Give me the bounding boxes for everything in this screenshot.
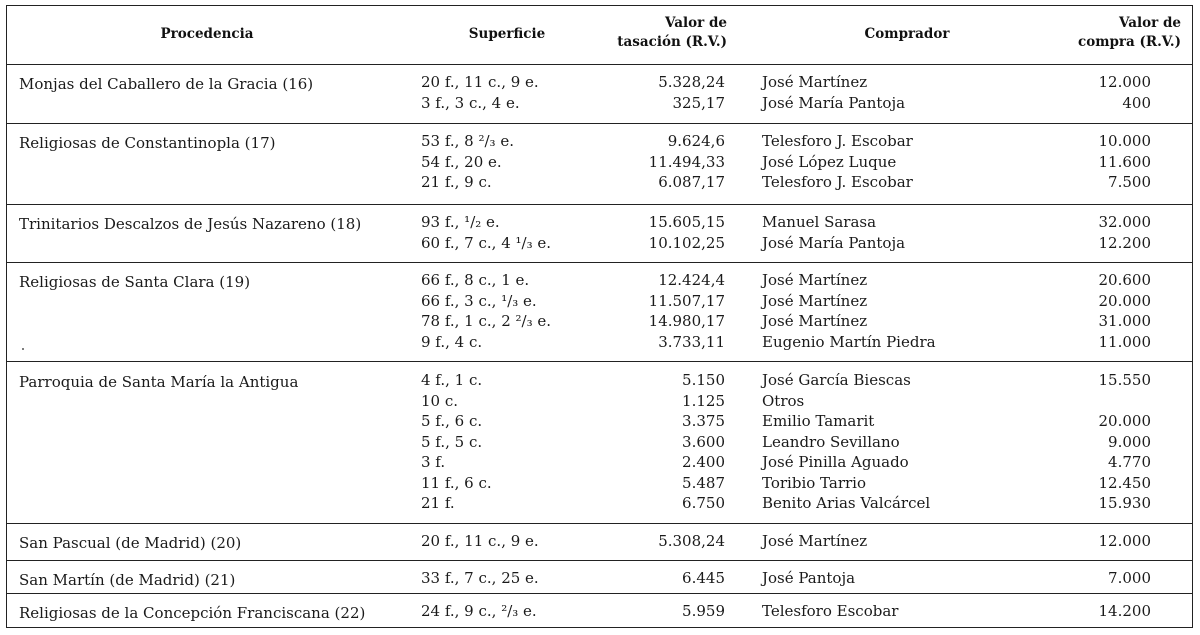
tasacion-cell: 15.605,15 (648, 213, 725, 231)
compra-cell: 10.000 (1098, 132, 1151, 150)
group-divider (7, 593, 1192, 594)
table-row (7, 391, 1192, 412)
comprador-cell: José Martínez (762, 271, 868, 289)
superficie-cell: 9 f., 4 c. (421, 332, 483, 351)
group-divider (7, 262, 1192, 263)
superficie-cell: 20 f., 11 c., 9 e. (421, 532, 539, 550)
tasacion-cell: 3.600 (682, 432, 725, 451)
compra-cell: 11.600 (1098, 152, 1151, 171)
tasacion-cell: 325,17 (672, 93, 725, 112)
group-divider (7, 123, 1192, 124)
print-speck (22, 348, 24, 350)
table-row (7, 152, 1192, 173)
compra-cell: 12.450 (1098, 473, 1151, 492)
header-divider (7, 64, 1192, 65)
procedencia-cell: Religiosas de la Concepción Franciscana (22) (19, 604, 366, 622)
header-superficie: Superficie (468, 26, 546, 42)
superficie-cell: 24 f., 9 c., ²/₃ e. (421, 602, 537, 620)
compra-cell: 31.000 (1098, 312, 1151, 330)
tasacion-cell: 9.624,6 (667, 132, 725, 150)
compra-cell: 7.500 (1108, 173, 1151, 191)
procedencia-cell: Parroquia de Santa María la Antigua (19, 373, 299, 391)
tasacion-cell: 6.750 (682, 494, 725, 512)
procedencia-cell: San Martín (de Madrid) (21) (19, 571, 236, 589)
superficie-cell: 20 f., 11 c., 9 e. (421, 73, 539, 91)
superficie-cell: 60 f., 7 c., 4 ¹/₃ e. (421, 233, 551, 252)
table-row (7, 233, 1192, 254)
comprador-cell: José García Biescas (762, 371, 911, 389)
tasacion-cell: 5.150 (682, 371, 725, 389)
superficie-cell: 54 f., 20 e. (421, 152, 502, 171)
comprador-cell: Telesforo J. Escobar (762, 173, 913, 191)
table-row (7, 493, 1192, 514)
tasacion-cell: 3.733,11 (658, 332, 725, 351)
tasacion-cell: 1.125 (682, 391, 725, 410)
tasacion-cell: 11.494,33 (648, 152, 725, 171)
table-row (7, 370, 1192, 391)
header-valor-tasacion (567, 14, 727, 52)
comprador-cell: José Pantoja (762, 569, 856, 587)
superficie-cell: 5 f., 6 c. (421, 412, 483, 430)
table-row (7, 270, 1192, 291)
procedencia-cell: Trinitarios Descalzos de Jesús Nazareno (18) (19, 215, 362, 233)
tasacion-cell: 14.980,17 (648, 312, 725, 330)
table-row (7, 568, 1192, 589)
compra-cell: 15.550 (1098, 371, 1151, 389)
compra-cell: 20.000 (1098, 412, 1151, 430)
comprador-cell: Benito Arias Valcárcel (762, 494, 931, 512)
comprador-cell: José Martínez (762, 291, 868, 310)
tasacion-cell: 5.959 (682, 602, 725, 620)
table-row (7, 411, 1192, 432)
superficie-cell: 11 f., 6 c. (421, 473, 492, 492)
table-row (7, 291, 1192, 312)
procedencia-cell: Religiosas de Constantinopla (17) (19, 134, 276, 152)
group-divider (7, 204, 1192, 205)
comprador-cell: Toribio Tarrio (762, 473, 866, 492)
group-divider (7, 523, 1192, 524)
comprador-cell: José María Pantoja (762, 93, 906, 112)
table-row (7, 531, 1192, 552)
compra-cell: 7.000 (1108, 569, 1151, 587)
table-row (7, 332, 1192, 353)
tasacion-cell: 5.328,24 (658, 73, 725, 91)
compra-cell: 12.000 (1098, 532, 1151, 550)
superficie-cell: 66 f., 8 c., 1 e. (421, 271, 530, 289)
superficie-cell: 53 f., 8 ²/₃ e. (421, 132, 514, 150)
sales-table (6, 5, 1193, 628)
comprador-cell: Telesforo Escobar (762, 602, 899, 620)
header-valor-tasacion-line1: Valor de (665, 15, 727, 31)
compra-cell: 12.000 (1098, 73, 1151, 91)
superficie-cell: 66 f., 3 c., ¹/₃ e. (421, 291, 537, 310)
tasacion-cell: 5.308,24 (658, 532, 725, 550)
comprador-cell: Eugenio Martín Piedra (762, 332, 936, 351)
group-divider (7, 560, 1192, 561)
table-row (7, 131, 1192, 152)
table-row (7, 93, 1192, 114)
superficie-cell: 33 f., 7 c., 25 e. (421, 569, 539, 587)
comprador-cell: José Martínez (762, 532, 868, 550)
comprador-cell: José María Pantoja (762, 233, 906, 252)
header-valor-compra (1017, 14, 1181, 52)
compra-cell: 15.930 (1098, 494, 1151, 512)
comprador-cell: José Martínez (762, 73, 868, 91)
superficie-cell: 5 f., 5 c. (421, 432, 483, 451)
comprador-cell: José Martínez (762, 312, 868, 330)
tasacion-cell: 6.445 (682, 569, 725, 587)
superficie-cell: 4 f., 1 c. (421, 371, 483, 389)
tasacion-cell: 2.400 (682, 453, 725, 471)
tasacion-cell: 5.487 (682, 473, 725, 492)
compra-cell: 32.000 (1098, 213, 1151, 231)
table-row (7, 72, 1192, 93)
superficie-cell: 10 c. (421, 391, 459, 410)
table-row (7, 432, 1192, 453)
table-row (7, 601, 1192, 622)
compra-cell: 4.770 (1108, 453, 1151, 471)
comprador-cell: Leandro Sevillano (762, 432, 900, 451)
superficie-cell: 3 f., 3 c., 4 e. (421, 93, 520, 112)
header-valor-tasacion-line2: tasación (R.V.) (617, 34, 727, 50)
compra-cell: 20.600 (1098, 271, 1151, 289)
comprador-cell: José Pinilla Aguado (762, 453, 909, 471)
tasacion-cell: 11.507,17 (648, 291, 725, 310)
superficie-cell: 3 f. (421, 453, 446, 471)
header-valor-compra-line2: compra (R.V.) (1077, 34, 1181, 50)
comprador-cell: José López Luque (762, 152, 897, 171)
table-row (7, 212, 1192, 233)
table-row (7, 473, 1192, 494)
tasacion-cell: 10.102,25 (648, 233, 725, 252)
procedencia-cell: San Pascual (de Madrid) (20) (19, 534, 242, 552)
compra-cell: 20.000 (1098, 291, 1151, 310)
compra-cell: 9.000 (1108, 432, 1151, 451)
header-comprador: Comprador (864, 26, 950, 42)
superficie-cell: 21 f. (421, 494, 455, 512)
comprador-cell: Telesforo J. Escobar (762, 132, 913, 150)
compra-cell: 14.200 (1098, 602, 1151, 620)
compra-cell: 400 (1122, 93, 1151, 112)
compra-cell: 11.000 (1098, 332, 1151, 351)
table-row (7, 311, 1192, 332)
tasacion-cell: 6.087,17 (658, 173, 725, 191)
comprador-cell: Emilio Tamarit (762, 412, 875, 430)
procedencia-cell: Religiosas de Santa Clara (19) (19, 273, 251, 291)
superficie-cell: 93 f., ¹/₂ e. (421, 213, 500, 231)
header-procedencia: Procedencia (160, 26, 254, 42)
tasacion-cell: 3.375 (682, 412, 725, 430)
table-row (7, 452, 1192, 473)
superficie-cell: 21 f., 9 c. (421, 173, 492, 191)
superficie-cell: 78 f., 1 c., 2 ²/₃ e. (421, 312, 551, 330)
compra-cell: 12.200 (1098, 233, 1151, 252)
table-row (7, 172, 1192, 193)
comprador-cell: Otros (762, 391, 805, 410)
tasacion-cell: 12.424,4 (658, 271, 725, 289)
header-valor-compra-line1: Valor de (1119, 15, 1181, 31)
group-divider (7, 361, 1192, 362)
procedencia-cell: Monjas del Caballero de la Gracia (16) (19, 75, 314, 93)
comprador-cell: Manuel Sarasa (762, 213, 877, 231)
